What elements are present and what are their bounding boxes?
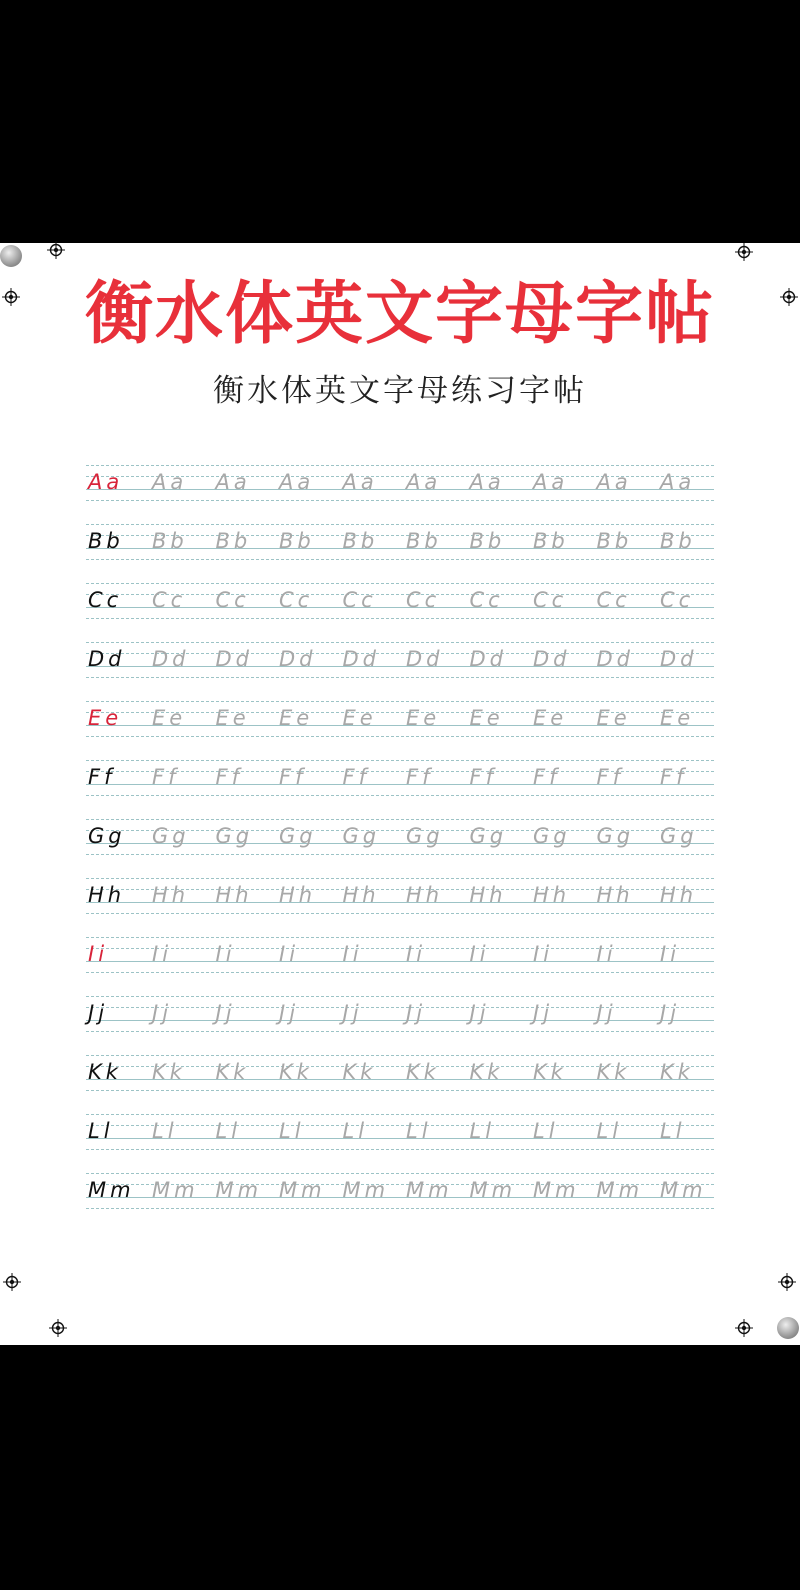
trace-letter[interactable]: Hh (279, 883, 317, 907)
trace-letter[interactable]: Ii (279, 942, 300, 966)
trace-letter[interactable]: Ii (469, 942, 490, 966)
trace-letter[interactable]: Ee (279, 706, 314, 730)
trace-letter[interactable]: Ii (342, 942, 363, 966)
trace-letter[interactable]: Jj (533, 1001, 554, 1025)
trace-letter[interactable]: Dd (533, 647, 571, 671)
trace-letter[interactable]: Cc (406, 588, 441, 612)
trace-letter[interactable]: Cc (152, 588, 187, 612)
trace-letter[interactable]: Jj (406, 1001, 427, 1025)
trace-letter[interactable]: Gg (533, 824, 571, 848)
trace-letter[interactable]: Mm (342, 1178, 390, 1202)
trace-letter[interactable]: Dd (406, 647, 444, 671)
trace-letter[interactable]: Kk (596, 1060, 631, 1084)
trace-letter[interactable]: Ff (279, 765, 307, 789)
model-letter: Jj (88, 1001, 109, 1025)
trace-letter[interactable]: Dd (152, 647, 190, 671)
registration-mark-icon (47, 241, 65, 259)
practice-row (86, 875, 714, 934)
trace-letter[interactable]: Ii (596, 942, 617, 966)
trace-letter[interactable]: Hh (406, 883, 444, 907)
trace-letter[interactable]: Hh (469, 883, 507, 907)
trace-letter[interactable]: Mm (533, 1178, 580, 1202)
trace-letter[interactable]: Mm (215, 1178, 263, 1202)
trace-letter[interactable]: Ll (596, 1119, 623, 1143)
practice-row (86, 698, 714, 757)
practice-row (86, 1170, 714, 1229)
model-letter: Cc (88, 588, 123, 612)
model-letter: Hh (88, 883, 126, 907)
trace-letter[interactable]: Kk (342, 1060, 377, 1084)
trace-letter[interactable]: Mm (152, 1178, 199, 1202)
trace-letter[interactable]: Ee (342, 706, 377, 730)
trace-letter[interactable]: Jj (660, 1001, 681, 1025)
trace-letter[interactable]: Bb (342, 529, 379, 553)
trace-letter[interactable]: Jj (152, 1001, 173, 1025)
trace-letter[interactable]: Kk (533, 1060, 567, 1084)
model-letter: Ee (88, 706, 123, 730)
trace-letter[interactable]: Ll (469, 1119, 496, 1143)
registration-mark-icon (2, 288, 20, 306)
trace-letter[interactable]: Jj (596, 1001, 617, 1025)
trace-letter[interactable]: Ee (533, 706, 568, 730)
trace-letter[interactable]: Ii (152, 942, 173, 966)
trace-letter[interactable]: Dd (279, 647, 317, 671)
trace-letter[interactable]: Gg (596, 824, 635, 848)
model-letter: Kk (88, 1060, 122, 1084)
trace-letter[interactable]: Hh (533, 883, 571, 907)
trace-letter[interactable]: Kk (469, 1060, 504, 1084)
trace-letter[interactable]: Kk (406, 1060, 440, 1084)
trace-letter[interactable]: Dd (342, 647, 381, 671)
trace-letter[interactable]: Jj (215, 1001, 236, 1025)
trace-letter[interactable]: Gg (152, 824, 190, 848)
trace-letter[interactable]: Ff (406, 765, 434, 789)
trace-letter[interactable]: Dd (596, 647, 635, 671)
trace-letter[interactable]: Aa (406, 470, 442, 494)
model-letter: Gg (88, 824, 126, 848)
trace-letter[interactable]: Mm (406, 1178, 453, 1202)
trace-letter[interactable]: Cc (660, 588, 695, 612)
practice-row (86, 757, 714, 816)
model-letter: Dd (88, 647, 126, 671)
trace-letter[interactable]: Ff (660, 765, 688, 789)
trace-letter[interactable]: Bb (215, 529, 252, 553)
model-letter: Ff (88, 765, 116, 789)
trace-letter[interactable]: Ii (215, 942, 236, 966)
registration-disc-icon (777, 1317, 799, 1339)
trace-letter[interactable]: Dd (660, 647, 698, 671)
trace-letter[interactable]: Gg (279, 824, 317, 848)
trace-letter[interactable]: Ee (406, 706, 441, 730)
trace-letter[interactable]: Ff (469, 765, 497, 789)
trace-letter[interactable]: Ll (533, 1119, 559, 1143)
trace-letter[interactable]: Ii (660, 942, 681, 966)
trace-letter[interactable]: Mm (279, 1178, 326, 1202)
practice-row (86, 993, 714, 1052)
trace-letter[interactable]: Aa (469, 470, 505, 494)
trace-letter[interactable]: Gg (469, 824, 508, 848)
trace-letter[interactable]: Cc (469, 588, 504, 612)
trace-letter[interactable]: Aa (660, 470, 696, 494)
trace-letter[interactable]: Gg (660, 824, 698, 848)
trace-letter[interactable]: Ff (533, 765, 561, 789)
trace-letter[interactable]: Ll (342, 1119, 369, 1143)
trace-letter[interactable]: Bb (406, 529, 442, 553)
trace-letter[interactable]: Ff (152, 765, 180, 789)
practice-row (86, 521, 714, 580)
trace-letter[interactable]: Ii (533, 942, 554, 966)
trace-letter[interactable]: Cc (279, 588, 314, 612)
trace-letter[interactable]: Ff (342, 765, 370, 789)
trace-letter[interactable]: Jj (342, 1001, 363, 1025)
trace-letter[interactable]: Bb (152, 529, 188, 553)
model-letter: Ii (88, 942, 109, 966)
trace-letter[interactable]: Aa (215, 470, 251, 494)
trace-letter[interactable]: Ll (406, 1119, 432, 1143)
trace-letter[interactable]: Hh (152, 883, 190, 907)
trace-letter[interactable]: Aa (152, 470, 188, 494)
trace-letter[interactable]: Ff (596, 765, 624, 789)
worksheet-page (0, 243, 800, 1345)
registration-mark-icon (49, 1319, 67, 1337)
trace-letter[interactable]: Hh (660, 883, 698, 907)
trace-letter[interactable]: Ee (469, 706, 504, 730)
model-letter: Bb (88, 529, 124, 553)
trace-letter[interactable]: Gg (215, 824, 254, 848)
trace-letter[interactable]: Aa (279, 470, 315, 494)
trace-letter[interactable]: Cc (596, 588, 631, 612)
trace-letter[interactable]: Cc (215, 588, 250, 612)
trace-letter[interactable]: Bb (660, 529, 696, 553)
practice-row (86, 816, 714, 875)
trace-letter[interactable]: Ee (596, 706, 631, 730)
practice-row (86, 934, 714, 993)
trace-letter[interactable]: Jj (279, 1001, 300, 1025)
registration-mark-icon (3, 1273, 21, 1291)
trace-letter[interactable]: Dd (469, 647, 508, 671)
trace-letter[interactable]: Cc (533, 588, 568, 612)
trace-letter[interactable]: Ll (215, 1119, 242, 1143)
trace-letter[interactable]: Cc (342, 588, 377, 612)
trace-letter[interactable]: Mm (596, 1178, 644, 1202)
practice-row (86, 1052, 714, 1111)
trace-letter[interactable]: Mm (469, 1178, 517, 1202)
trace-letter[interactable]: Ll (152, 1119, 178, 1143)
trace-letter[interactable]: Bb (533, 529, 569, 553)
trace-letter[interactable]: Ll (279, 1119, 305, 1143)
trace-letter[interactable]: Aa (596, 470, 632, 494)
trace-letter[interactable]: Bb (279, 529, 315, 553)
trace-letter[interactable]: Kk (152, 1060, 186, 1084)
trace-letter[interactable]: Kk (660, 1060, 694, 1084)
trace-letter[interactable]: Kk (279, 1060, 313, 1084)
registration-mark-icon (780, 288, 798, 306)
trace-letter[interactable]: Bb (596, 529, 633, 553)
trace-letter[interactable]: Hh (342, 883, 380, 907)
registration-disc-icon (0, 245, 22, 267)
model-letter: Aa (88, 470, 124, 494)
model-letter: Mm (88, 1178, 135, 1202)
trace-letter[interactable]: Bb (469, 529, 506, 553)
trace-letter[interactable]: Ii (406, 942, 427, 966)
trace-letter[interactable]: Hh (215, 883, 253, 907)
trace-letter[interactable]: Ee (660, 706, 695, 730)
practice-row (86, 639, 714, 698)
registration-mark-icon (735, 243, 753, 261)
trace-letter[interactable]: Ee (215, 706, 250, 730)
trace-letter[interactable]: Ee (152, 706, 187, 730)
trace-letter[interactable]: Ff (215, 765, 243, 789)
practice-row (86, 1111, 714, 1170)
trace-letter[interactable]: Kk (215, 1060, 250, 1084)
trace-letter[interactable]: Ll (660, 1119, 686, 1143)
trace-letter[interactable]: Jj (469, 1001, 490, 1025)
trace-letter[interactable]: Dd (215, 647, 254, 671)
model-letter: Ll (88, 1119, 114, 1143)
practice-row (86, 580, 714, 639)
trace-letter[interactable]: Gg (342, 824, 381, 848)
practice-grid (86, 462, 714, 1229)
registration-mark-icon (778, 1273, 796, 1291)
trace-letter[interactable]: Aa (342, 470, 378, 494)
registration-mark-icon (735, 1319, 753, 1337)
practice-row (86, 462, 714, 521)
page-subtitle: 衡水体英文字母练习字帖 (213, 373, 587, 409)
trace-letter[interactable]: Gg (406, 824, 444, 848)
page-title: 衡水体英文字母字帖 (84, 275, 715, 354)
trace-letter[interactable]: Aa (533, 470, 569, 494)
trace-letter[interactable]: Hh (596, 883, 634, 907)
trace-letter[interactable]: Mm (660, 1178, 707, 1202)
